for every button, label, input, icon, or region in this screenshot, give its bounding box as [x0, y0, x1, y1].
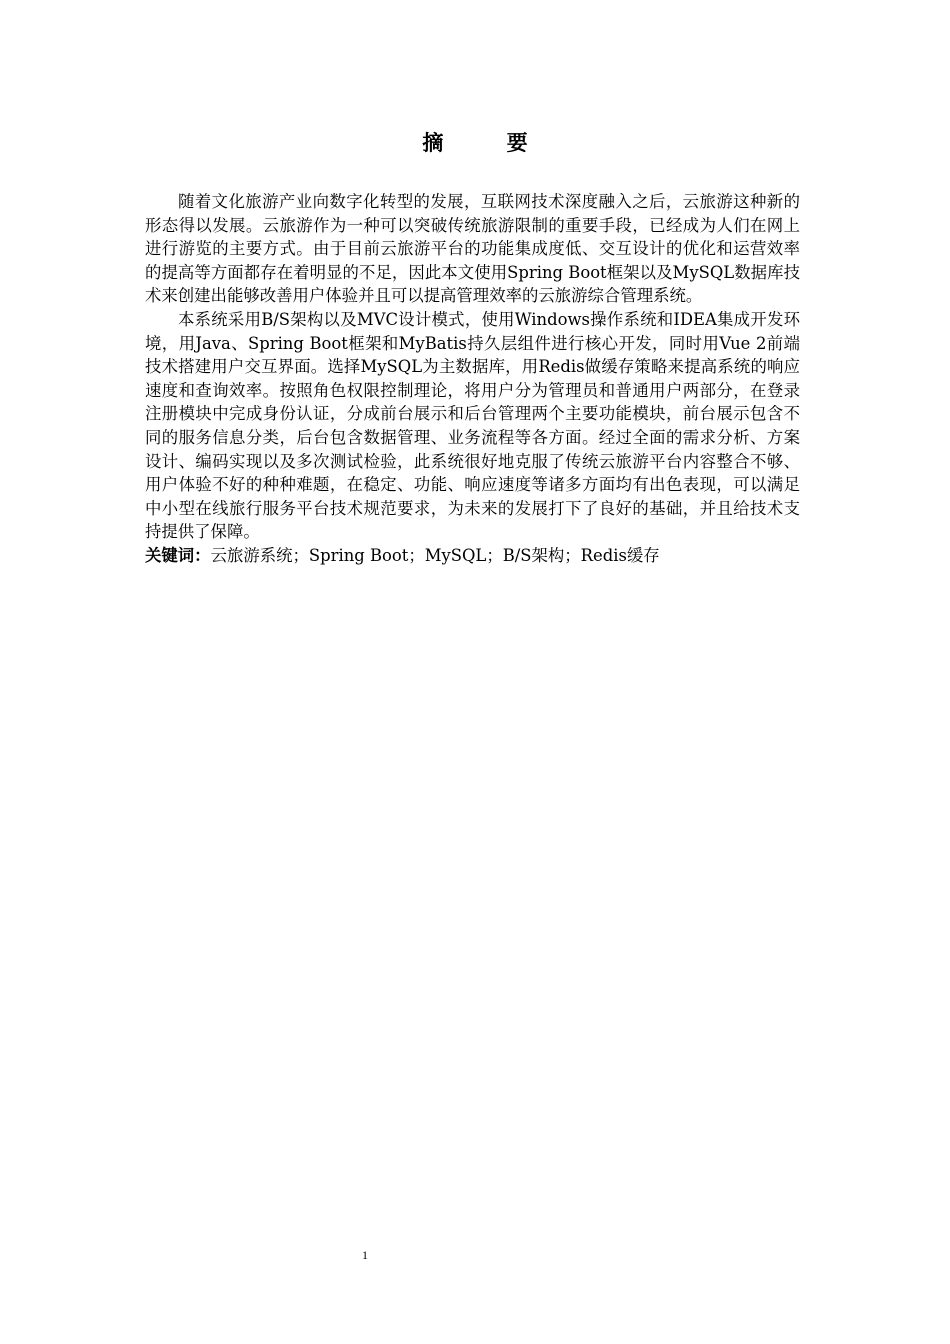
- keywords-label: 关键词：: [145, 545, 211, 565]
- abstract-paragraph-2: 本系统采用B/S架构以及MVC设计模式，使用Windows操作系统和IDEA集成开发环境，用Java、Spring Boot框架和MyBatis持久层组件进行核心开发，同时用Vue 2前端技术搭建用户交互界面。选择MySQL为主数据库，用Redis做缓存策略来提高系统的响应速度和查询效率。按照角色权限控制理论，将用户分为管理员和普通用户两部分，在登录注册模块中完成身份认证，分成前台展示和后台管理两个主要功能模块，前台展示包含不同的服务信息分类，后台包含数据管理、业务流程等各方面。经过全面的需求分析、方案设计、编码实现以及多次测试检验，此系统很好地克服了传统云旅游平台内容整合不够、用户体验不好的种种难题，在稳定、功能、响应速度等诸多方面均有出色表现，可以满足中小型在线旅行服务平台技术规范要求，为未来的发展打下了良好的基础，并且给技术支持提供了保障。: [145, 309, 800, 542]
- keywords-text: 云旅游系统；Spring Boot；MySQL；B/S架构；Redis缓存: [210, 545, 660, 565]
- page-number: 1: [362, 1248, 368, 1262]
- abstract-paragraph-1: 随着文化旅游产业向数字化转型的发展，互联网技术深度融入之后，云旅游这种新的形态得以发展。云旅游作为一种可以突破传统旅游限制的重要手段，已经成为人们在网上进行游览的主要方式。由于目前云旅游平台的功能集成度低、交互设计的优化和运营效率的提高等方面都存在着明显的不足，因此本文使用Spring Boot框架以及MySQL数据库技术来创建出能够改善用户体验并且可以提高管理效率的云旅游综合管理系统。: [145, 192, 800, 306]
- abstract-body: [145, 190, 800, 568]
- keywords-line: [145, 544, 800, 568]
- abstract-title: 摘 要: [422, 131, 556, 155]
